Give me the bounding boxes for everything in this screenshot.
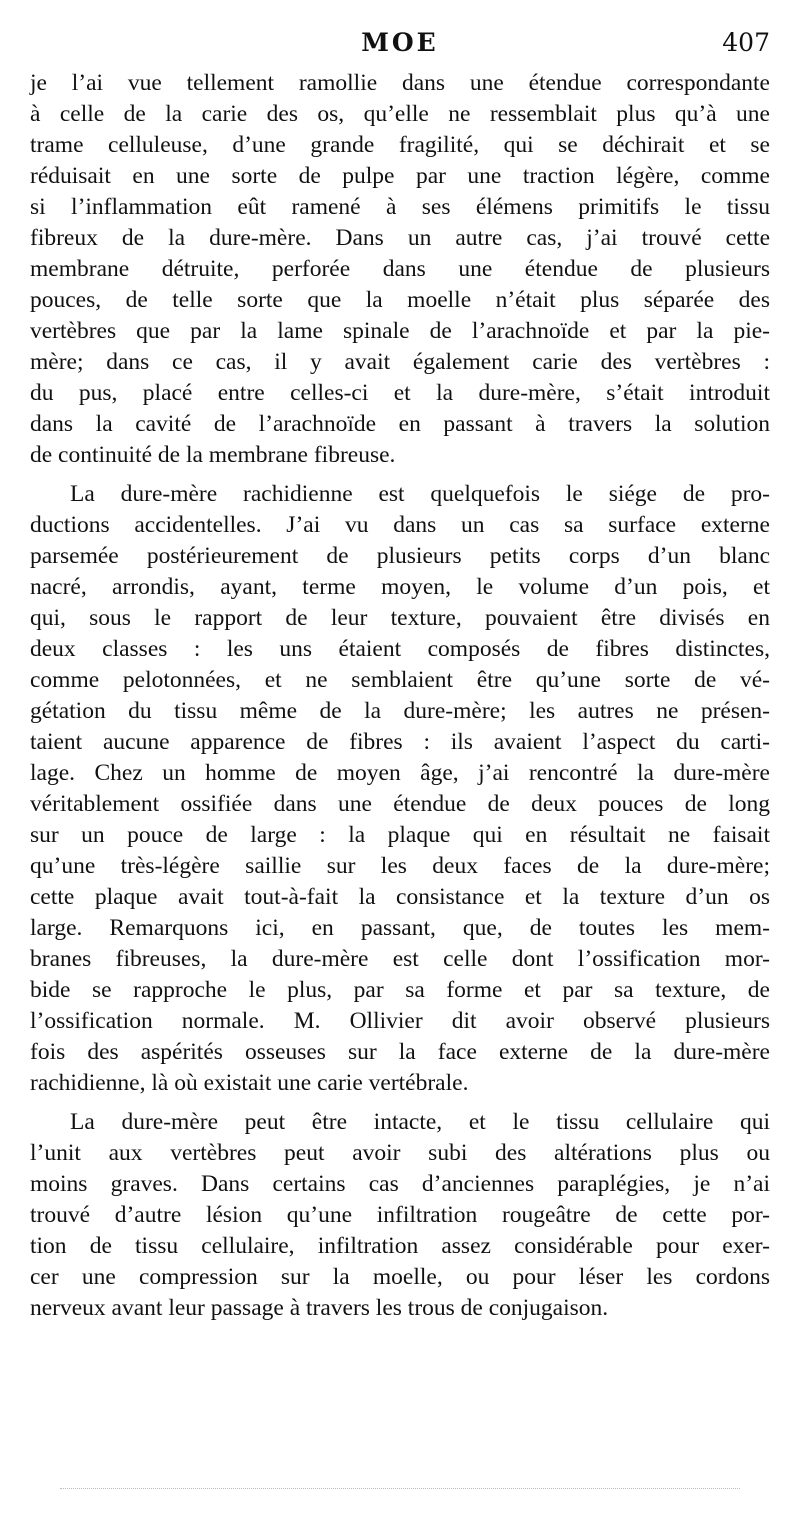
text-line: fois des aspérités osseuses sur la face externe de la dure-mère <box>30 1039 770 1065</box>
text-line: véritablement ossifiée dans une étendue de deux pouces de long <box>30 791 770 817</box>
body-text <box>30 68 770 1324</box>
text-line: membrane détruite, perforée dans une étendue de plusieurs <box>30 256 770 282</box>
text-line: mère; dans ce cas, il y avait également carie des vertèbres : <box>30 349 770 375</box>
text-line: bide se rapproche le plus, par sa forme et par sa texture, de <box>30 977 770 1003</box>
text-line: réduisait en une sorte de pulpe par une traction légère, comme <box>30 163 770 189</box>
text-line: à celle de la carie des os, qu’elle ne ressemblait plus qu’à une <box>30 101 770 127</box>
text-line: lage. Chez un homme de moyen âge, j’ai rencontré la dure-mère <box>30 760 770 786</box>
text-line: tion de tissu cellulaire, infiltration assez considérable pour exer- <box>30 1233 770 1259</box>
text-line: du pus, placé entre celles-ci et la dure-mère, s’était introduit <box>30 380 770 406</box>
text-line: trouvé d’autre lésion qu’une infiltration rougeâtre de cette por- <box>30 1202 770 1228</box>
text-line: l’ossification normale. M. Ollivier dit avoir observé plusieurs <box>30 1008 770 1034</box>
paragraph-1 <box>30 68 770 471</box>
text-line: deux classes : les uns étaient composés de fibres distinctes, <box>30 636 770 662</box>
text-line: branes fibreuses, la dure-mère est celle dont l’ossification mor- <box>30 946 770 972</box>
text-line: nacré, arrondis, ayant, terme moyen, le volume d’un pois, et <box>30 574 770 600</box>
text-line: rachidienne, là où existait une carie vertébrale. <box>30 1070 469 1096</box>
page-header <box>30 28 770 64</box>
text-line: La dure-mère peut être intacte, et le tissu cellulaire qui <box>70 1109 770 1135</box>
paragraph-3 <box>30 1107 770 1324</box>
text-line: taient aucune apparence de fibres : ils avaient l’aspect du carti- <box>30 729 770 755</box>
text-line: qui, sous le rapport de leur texture, pouvaient être divisés en <box>30 605 770 631</box>
text-line: trame celluleuse, d’une grande fragilité, qui se déchirait et se <box>30 132 770 158</box>
text-line: cer une compression sur la moelle, ou pour léser les cordons <box>30 1264 770 1290</box>
text-line: l’unit aux vertèbres peut avoir subi des altérations plus ou <box>30 1140 770 1166</box>
text-line: de continuité de la membrane fibreuse. <box>30 442 396 468</box>
text-line: fibreux de la dure-mère. Dans un autre cas, j’ai trouvé cette <box>30 225 770 251</box>
text-line: sur un pouce de large : la plaque qui en résultait ne faisait <box>30 822 770 848</box>
text-line: moins graves. Dans certains cas d’anciennes paraplégies, je n’ai <box>30 1171 770 1197</box>
text-line: parsemée postérieurement de plusieurs petits corps d’un blanc <box>30 543 770 569</box>
page-number: 407 <box>722 28 770 57</box>
text-line: pouces, de telle sorte que la moelle n’était plus séparée des <box>30 287 770 313</box>
text-line: dans la cavité de l’arachnoïde en passant à travers la solution <box>30 411 770 437</box>
text-line: cette plaque avait tout-à-fait la consistance et la texture d’un os <box>30 884 770 910</box>
page-bottom-smudge <box>60 1488 740 1495</box>
text-line: si l’inflammation eût ramené à ses élémens primitifs le tissu <box>30 194 770 220</box>
text-line: ductions accidentelles. J’ai vu dans un cas sa surface externe <box>30 512 770 538</box>
text-line: gétation du tissu même de la dure-mère; les autres ne présen- <box>30 698 770 724</box>
text-line: large. Remarquons ici, en passant, que, de toutes les mem- <box>30 915 770 941</box>
text-line: vertèbres que par la lame spinale de l’arachnoïde et par la pie- <box>30 318 770 344</box>
paragraph-2 <box>30 479 770 1099</box>
running-head: MOE <box>361 28 439 57</box>
text-line: comme pelotonnées, et ne semblaient être qu’une sorte de vé- <box>30 667 770 693</box>
text-line: nerveux avant leur passage à travers les trous de conjugaison. <box>30 1295 609 1321</box>
text-line: qu’une très-légère saillie sur les deux faces de la dure-mère; <box>30 853 770 879</box>
text-line: La dure-mère rachidienne est quelquefois le siége de pro- <box>70 481 770 507</box>
text-line: je l’ai vue tellement ramollie dans une étendue correspondante <box>30 70 770 96</box>
